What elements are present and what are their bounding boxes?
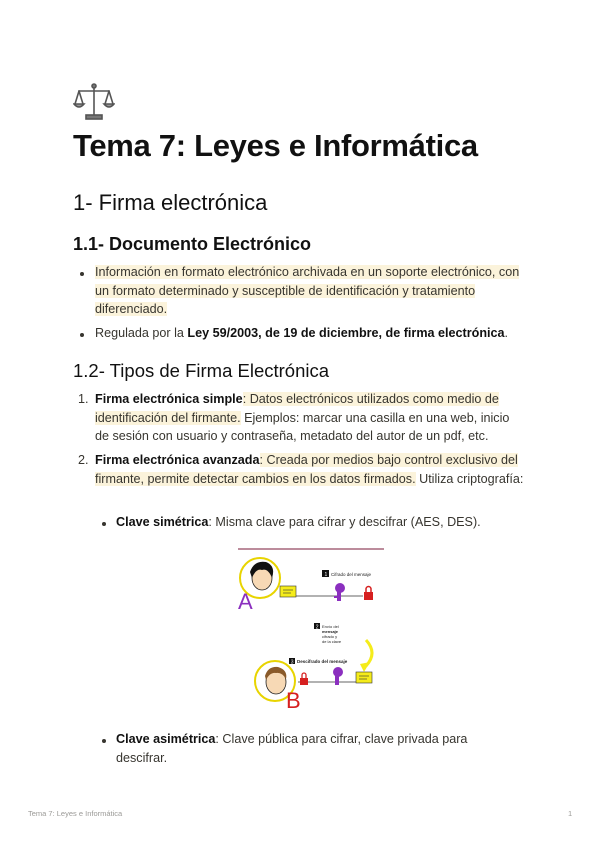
key-icon xyxy=(334,583,345,601)
list-item xyxy=(116,730,496,767)
step1-label: Cifrado del mensaje xyxy=(331,572,372,577)
list-item-term: Firma electrónica avanzada xyxy=(95,453,260,467)
list-number: 2. xyxy=(78,453,89,467)
list-item xyxy=(116,513,536,532)
label-b: B xyxy=(286,688,301,710)
item-text: Utiliza criptografía: xyxy=(415,471,524,486)
balance-scale-icon xyxy=(73,80,115,122)
step2-label-4: de la clave xyxy=(322,639,342,644)
highlighted-text: Información en formato electrónico archivada en un soporte electrónico, con un formato determinado y susceptible de identificación y tratamiento diferenciado. xyxy=(95,265,520,316)
svg-text:3: 3 xyxy=(290,659,294,666)
item-text: Regulada por la xyxy=(95,326,188,340)
bullet-marker xyxy=(102,739,106,743)
list-number: 1. xyxy=(78,392,89,406)
law-reference: Ley 59/2003, de 19 de diciembre, de firma electrónica xyxy=(187,326,505,340)
subsection-title: 1.2- Tipos de Firma Electrónica xyxy=(73,360,330,381)
svg-text:1: 1 xyxy=(324,572,328,578)
list-item xyxy=(95,390,525,446)
highlighted-text: : Creada por medios bajo control exclusivo del firmante, permite detectar cambios en los datos firmados. xyxy=(95,453,518,486)
list-item-term: Clave simétrica xyxy=(116,515,209,529)
step2-label-1: Envío del xyxy=(322,624,339,629)
lock-icon xyxy=(300,673,308,685)
lock-icon xyxy=(364,587,373,601)
page-number: 1 xyxy=(568,809,573,818)
list-item xyxy=(95,324,525,343)
item-text-end: . xyxy=(504,326,509,340)
list-item xyxy=(95,263,525,319)
subsection-heading-tipos xyxy=(73,360,329,382)
subsection-heading-documento: 1.1- Documento Electrónico xyxy=(73,234,312,254)
step3-label: Descifrado del mensaje xyxy=(297,659,348,664)
page-title: Tema 7: Leyes e Informática xyxy=(73,128,478,163)
symmetric-key-diagram xyxy=(238,548,386,710)
section-heading: 1- Firma electrónica xyxy=(73,190,268,215)
highlighted-text: : Datos electrónicos utilizados como medio de identificación del firmante. xyxy=(95,392,499,425)
footer-title: Tema 7: Leyes e Informática xyxy=(28,809,123,818)
bullet-marker xyxy=(80,333,84,337)
step2-label-3: cifrado y xyxy=(322,634,338,639)
list-item-term: Firma electrónica simple xyxy=(95,392,243,406)
label-a: A xyxy=(238,589,253,614)
step2-label-2: mensaje xyxy=(322,629,339,634)
item-text: : Clave pública para cifrar, clave privada para descifrar. xyxy=(116,732,468,765)
list-item-term: Clave asimétrica xyxy=(116,732,216,746)
bullet-marker xyxy=(80,272,84,276)
list-item xyxy=(95,451,525,488)
bullet-marker xyxy=(102,522,106,526)
item-text: : Misma clave para cifrar y descifrar (AES, DES). xyxy=(208,515,481,529)
item-text: Ejemplos: marcar una casilla en una web, inicio de sesión con usuario y contraseña, metadato del autor de un pdf, etc. xyxy=(95,410,510,443)
svg-text:2: 2 xyxy=(315,624,319,631)
